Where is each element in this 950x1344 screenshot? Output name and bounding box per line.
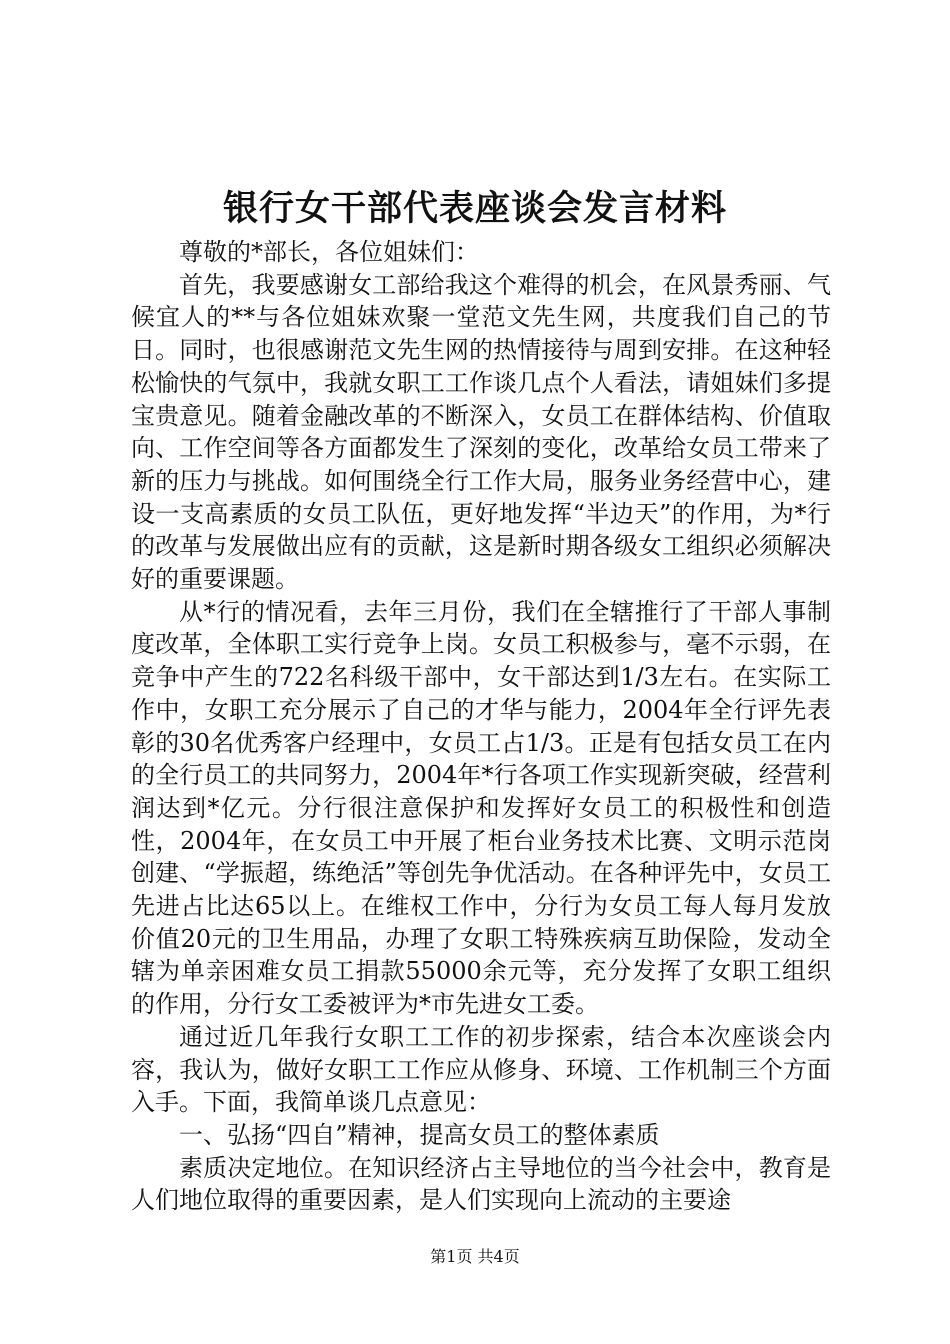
body-paragraph: 首先，我要感谢女工部给我这个难得的机会，在风景秀丽、气候宜人的**与各位姐妹欢聚一堂范文先生网，共度我们自己的节日。同时，也很感谢范文先生网的热情接待与周到安排。在这种轻松愉快的气氛中，我就女职工工作谈几点个人看法，请姐妹们多提宝贵意见。随着金融改革的不断深入，女员工在群体结构、价值取向、工作空间等各方面都发生了深刻的变化，改革给女员工带来了新的压力与挑战。如何围绕全行工作大局，服务业务经营中心，建设一支高素质的女员工队伍，更好地发挥“半边天”的作用，为*行的改革与发展做出应有的贡献，这是新时期各级女工组织必须解决好的重要课题。	[131, 270, 831, 594]
body-paragraph: 素质决定地位。在知识经济占主导地位的当今社会中，教育是人们地位取得的重要因素，是人们实现向上流动的主要途	[131, 1153, 831, 1215]
body-paragraph: 通过近几年我行女职工工作的初步探索，结合本次座谈会内容，我认为，做好女职工工作应从修身、环境、工作机制三个方面入手。下面，我简单谈几点意见：	[131, 1022, 831, 1117]
salutation-paragraph: 尊敬的*部长，各位姐妹们：	[179, 238, 479, 266]
document-title: 银行女干部代表座谈会发言材料	[222, 188, 727, 229]
section-heading: 一、弘扬“四自”精神，提高女员工的整体素质	[179, 1120, 660, 1149]
document-body	[131, 236, 831, 1217]
page-footer: 第1页 共4页	[430, 1247, 520, 1266]
body-paragraph: 从*行的情况看，去年三月份，我们在全辖推行了干部人事制度改革，全体职工实行竞争上岗。女员工积极参与，毫不示弱，在竞争中产生的722名科级干部中，女干部达到1/3左右。在实际工作中，女职工充分展示了自己的才华与能力，2004年全行评先表彰的30名优秀客户经理中，女员工占1/3。正是有包括女员工在内的全行员工的共同努力，2004年*行各项工作实现新突破，经营利润达到*亿元。分行很注意保护和发挥好女员工的积极性和创造性，2004年，在女员工中开展了柜台业务技术比赛、文明示范岗创建、“学振超，练绝活”等创先争优活动。在各种评先中，女员工先进占比达65以上。在维权工作中，分行为女员工每人每月发放价值20元的卫生用品，办理了女职工特殊疾病互助保险，发动全辖为单亲困难女员工捐款55000余元等，充分发挥了女职工组织的作用，分行女工委被评为*市先进女工委。	[131, 597, 831, 1019]
